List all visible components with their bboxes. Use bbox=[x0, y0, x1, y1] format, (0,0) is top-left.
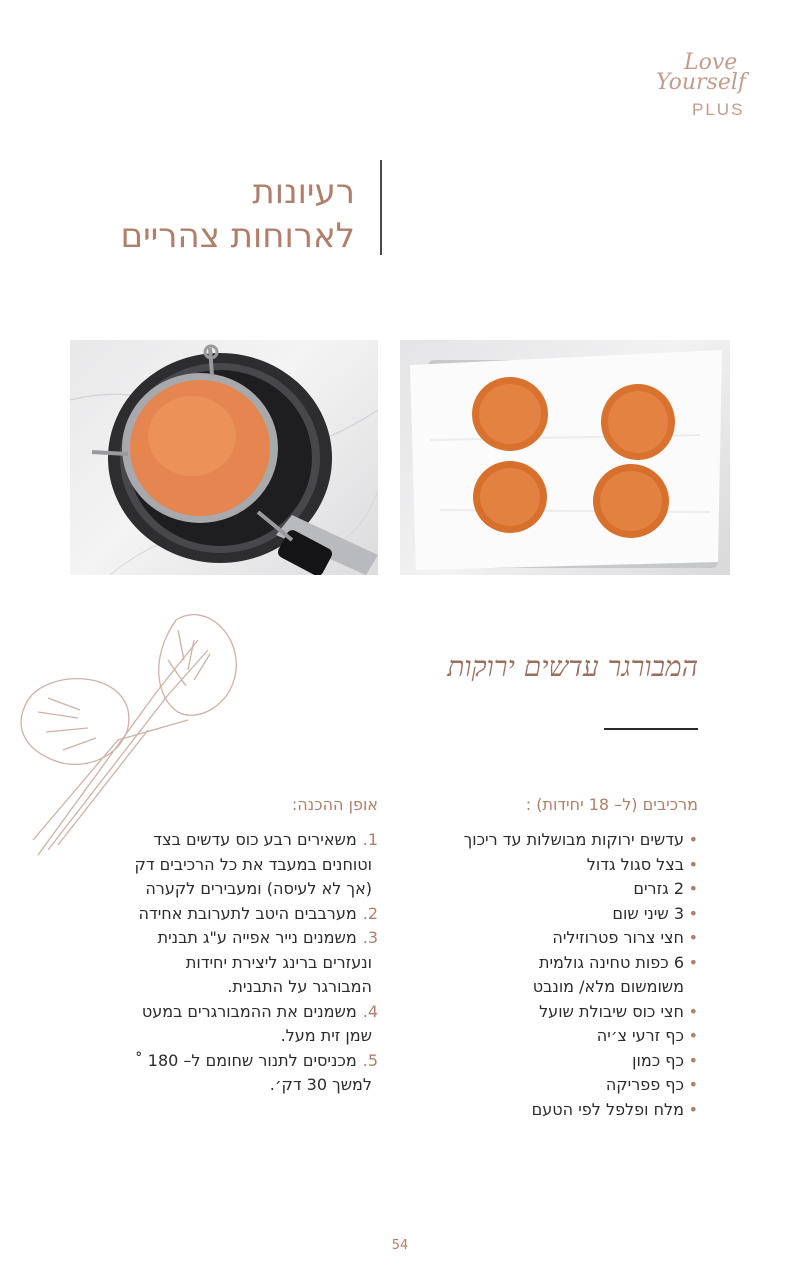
ingredient-item: • 2 גזרים bbox=[398, 877, 698, 902]
ingredient-item: • חצי כוס שיבולת שועל bbox=[398, 1000, 698, 1025]
step-text: למשך 30 דק׳. bbox=[269, 1075, 372, 1094]
ingredient-item: • מלח ופלפל לפי הטעם bbox=[398, 1098, 698, 1123]
preparation-steps bbox=[48, 828, 378, 1098]
step-text: משמנים נייר אפייה ע"ג תבנית bbox=[157, 928, 357, 947]
prep-line bbox=[48, 828, 378, 853]
ingredient-item: • עדשים ירוקות מבושלות עד ריכוך bbox=[398, 828, 698, 853]
step-text: וטוחנים במעבד את כל הרכיבים דק bbox=[134, 854, 372, 874]
prep-line bbox=[48, 877, 378, 902]
lentils-strainer-photo bbox=[70, 340, 378, 575]
logo-plus-text: PLUS bbox=[692, 100, 745, 119]
prep-line bbox=[48, 1049, 378, 1074]
ingredients-list bbox=[398, 828, 698, 1122]
title-divider bbox=[380, 160, 382, 255]
ingredient-item: • כף פפריקה bbox=[398, 1073, 698, 1098]
preparation-header: אופן ההכנה: bbox=[291, 795, 378, 814]
ingredient-item: • חצי צרור פטרוזיליה bbox=[398, 926, 698, 951]
title-line-2: לארוחות צהריים bbox=[120, 216, 355, 256]
step-text: (אך לא לעיסה) ומעבירים לקערה bbox=[145, 879, 372, 898]
logo-love-text: Love bbox=[684, 50, 738, 75]
lentil-patties-tray-photo bbox=[400, 340, 730, 575]
title-underline bbox=[604, 728, 698, 730]
step-text: ונעזרים ברינג ליצירת יחידות bbox=[185, 952, 372, 972]
prep-line bbox=[48, 1024, 378, 1049]
step-number: 5. bbox=[362, 1050, 378, 1070]
step-number: 4. bbox=[362, 1001, 378, 1021]
page-number: 54 bbox=[391, 1238, 409, 1253]
step-number: 3. bbox=[362, 928, 378, 947]
step-text: משמנים את ההמבורגרים במעט bbox=[141, 1001, 357, 1021]
ingredient-item: • כף זרעי צ׳יה bbox=[398, 1024, 698, 1049]
monstera-leaf-illustration bbox=[8, 600, 248, 860]
ingredients-header: מרכיבים (ל– 18 יחידות) : bbox=[525, 795, 698, 814]
step-text: שמן זית מעל. bbox=[280, 1026, 372, 1045]
recipe-title: המבורגר עדשים ירוקות bbox=[447, 650, 698, 683]
ingredient-item-continued: משומשום מלא/ מונבט bbox=[532, 977, 684, 996]
step-text: מכניסים לתנור שחומם ל– 180 ˚ bbox=[134, 1050, 357, 1070]
prep-line bbox=[48, 853, 378, 878]
step-text: משאירים רבע כוס עדשים בצד bbox=[153, 830, 357, 849]
step-number: 2. bbox=[362, 903, 378, 923]
step-text: המבורגר על התבנית. bbox=[227, 977, 372, 996]
ingredient-item: • 6 כפות טחינה גולמית bbox=[398, 951, 698, 976]
prep-line bbox=[48, 951, 378, 976]
prep-line bbox=[48, 975, 378, 1000]
ingredient-item: • 3 שיני שום bbox=[398, 902, 698, 927]
title-line-1: רעיונות bbox=[252, 172, 355, 212]
prep-line bbox=[48, 902, 378, 927]
page-title bbox=[25, 170, 355, 258]
ingredient-item: • בצל סגול גדול bbox=[398, 853, 698, 878]
logo-yourself-text: Yourself bbox=[656, 70, 747, 95]
step-text: מערבבים היטב לתערובת אחידה bbox=[138, 903, 357, 923]
brand-logo bbox=[650, 50, 754, 126]
prep-line bbox=[48, 926, 378, 951]
step-number: 1. bbox=[362, 830, 378, 849]
prep-line bbox=[48, 1000, 378, 1025]
ingredient-item: • כף כמון bbox=[398, 1049, 698, 1074]
prep-line bbox=[48, 1073, 378, 1098]
